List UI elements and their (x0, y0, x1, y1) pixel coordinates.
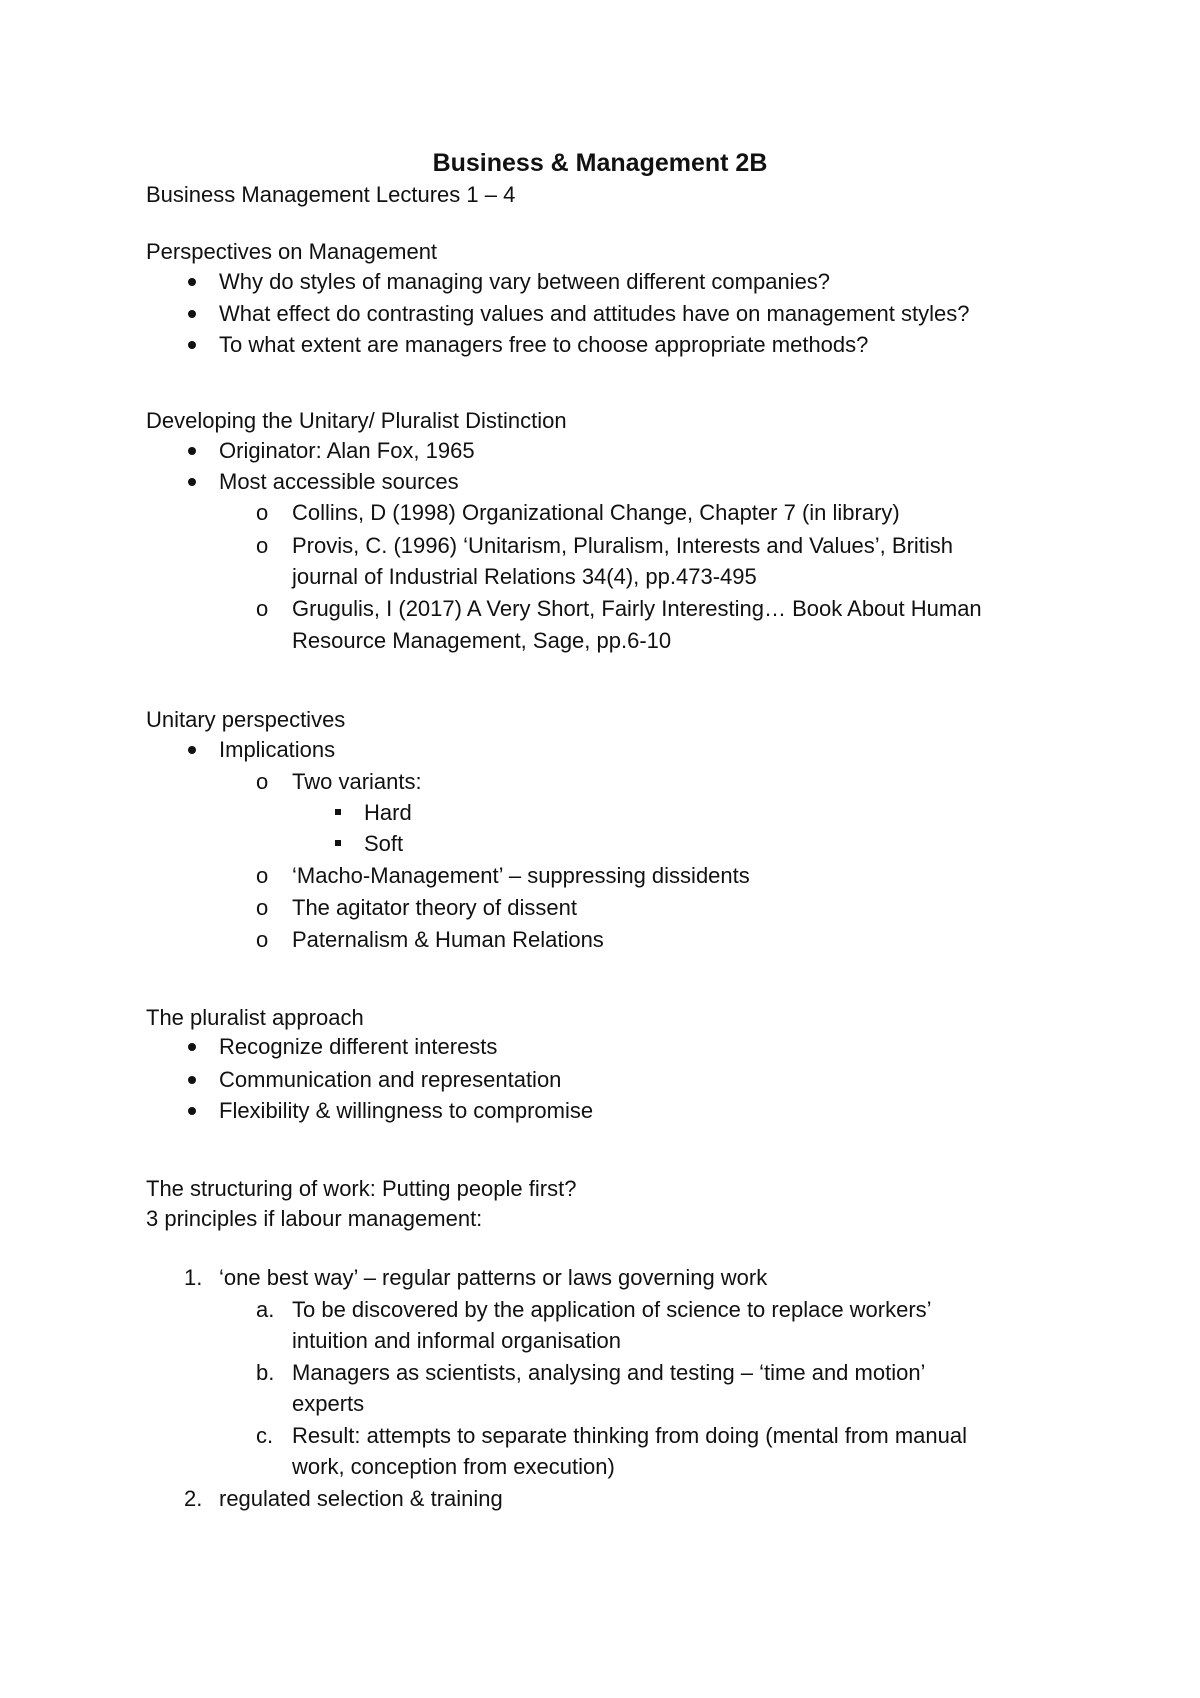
sub-sub-list-item: Soft (364, 831, 404, 856)
list-item: Most accessible sources (219, 469, 459, 494)
bullet-dot-icon (188, 478, 196, 486)
section-heading-structuring: The structuring of work: Putting people first? (146, 1176, 577, 1201)
bullet-square-icon (335, 840, 341, 846)
section-heading-perspectives: Perspectives on Management (146, 239, 438, 264)
list-item: Implications (219, 737, 336, 762)
list-item: Communication and representation (219, 1067, 562, 1092)
sub-bullet-marker: o (256, 895, 269, 920)
list-item: What effect do contrasting values and attitudes have on management styles? (219, 301, 970, 326)
section-heading-pluralist: The pluralist approach (146, 1005, 364, 1030)
list-item: To what extent are managers free to choose appropriate methods? (219, 332, 869, 357)
sub-bullet-marker: o (256, 863, 269, 888)
sub-list-item: Grugulis, I (2017) A Very Short, Fairly Interesting… Book About Human (292, 596, 982, 621)
bullet-dot-icon (188, 1107, 196, 1115)
bullet-dot-icon (188, 310, 196, 318)
numbered-item: ‘one best way’ – regular patterns or laws governing work (219, 1265, 768, 1290)
lettered-item-continuation: experts (292, 1391, 365, 1416)
list-item: Recognize different interests (219, 1034, 498, 1059)
bullet-dot-icon (188, 1043, 196, 1051)
numbered-marker: 1. (184, 1265, 203, 1290)
sub-list-item-continuation: Resource Management, Sage, pp.6-10 (292, 628, 672, 653)
sub-bullet-marker: o (256, 500, 269, 525)
sub-list-item: Two variants: (292, 769, 422, 794)
sub-sub-list-item: Hard (364, 800, 412, 825)
lettered-marker: a. (256, 1297, 275, 1322)
bullet-dot-icon (188, 278, 196, 286)
sub-list-item: ‘Macho-Management’ – suppressing dissidents (292, 863, 750, 888)
document-title: Business & Management 2B (432, 149, 768, 177)
bullet-square-icon (335, 809, 341, 815)
sub-list-item-continuation: journal of Industrial Relations 34(4), pp.473-495 (292, 564, 757, 589)
bullet-dot-icon (188, 746, 196, 754)
sub-list-item: Paternalism & Human Relations (292, 927, 604, 952)
sub-bullet-marker: o (256, 927, 269, 952)
numbered-marker: 2. (184, 1486, 203, 1511)
list-item: Flexibility & willingness to compromise (219, 1098, 594, 1123)
lettered-item-continuation: intuition and informal organisation (292, 1328, 621, 1353)
list-item: Why do styles of managing vary between different companies? (219, 269, 831, 294)
sub-bullet-marker: o (256, 533, 269, 558)
sub-bullet-marker: o (256, 769, 269, 794)
section-heading-unitary-pluralist: Developing the Unitary/ Pluralist Distinction (146, 408, 567, 433)
lettered-item: Result: attempts to separate thinking from doing (mental from manual (292, 1423, 967, 1448)
document-subtitle: Business Management Lectures 1 – 4 (146, 182, 516, 207)
lettered-item: Managers as scientists, analysing and testing – ‘time and motion’ (292, 1360, 926, 1385)
lettered-marker: b. (256, 1360, 275, 1385)
bullet-dot-icon (188, 1076, 196, 1084)
section-subheading-principles: 3 principles if labour management: (146, 1206, 483, 1231)
bullet-dot-icon (188, 447, 196, 455)
lettered-item: To be discovered by the application of science to replace workers’ (292, 1297, 932, 1322)
section-heading-unitary: Unitary perspectives (146, 707, 346, 732)
sub-list-item: Collins, D (1998) Organizational Change, Chapter 7 (in library) (292, 500, 900, 525)
lettered-item-continuation: work, conception from execution) (292, 1454, 615, 1479)
list-item: Originator: Alan Fox, 1965 (219, 438, 475, 463)
sub-list-item: Provis, C. (1996) ‘Unitarism, Pluralism, Interests and Values’, British (292, 533, 954, 558)
bullet-dot-icon (188, 341, 196, 349)
sub-bullet-marker: o (256, 596, 269, 621)
numbered-item: regulated selection & training (219, 1486, 503, 1511)
lettered-marker: c. (256, 1423, 274, 1448)
sub-list-item: The agitator theory of dissent (292, 895, 577, 920)
